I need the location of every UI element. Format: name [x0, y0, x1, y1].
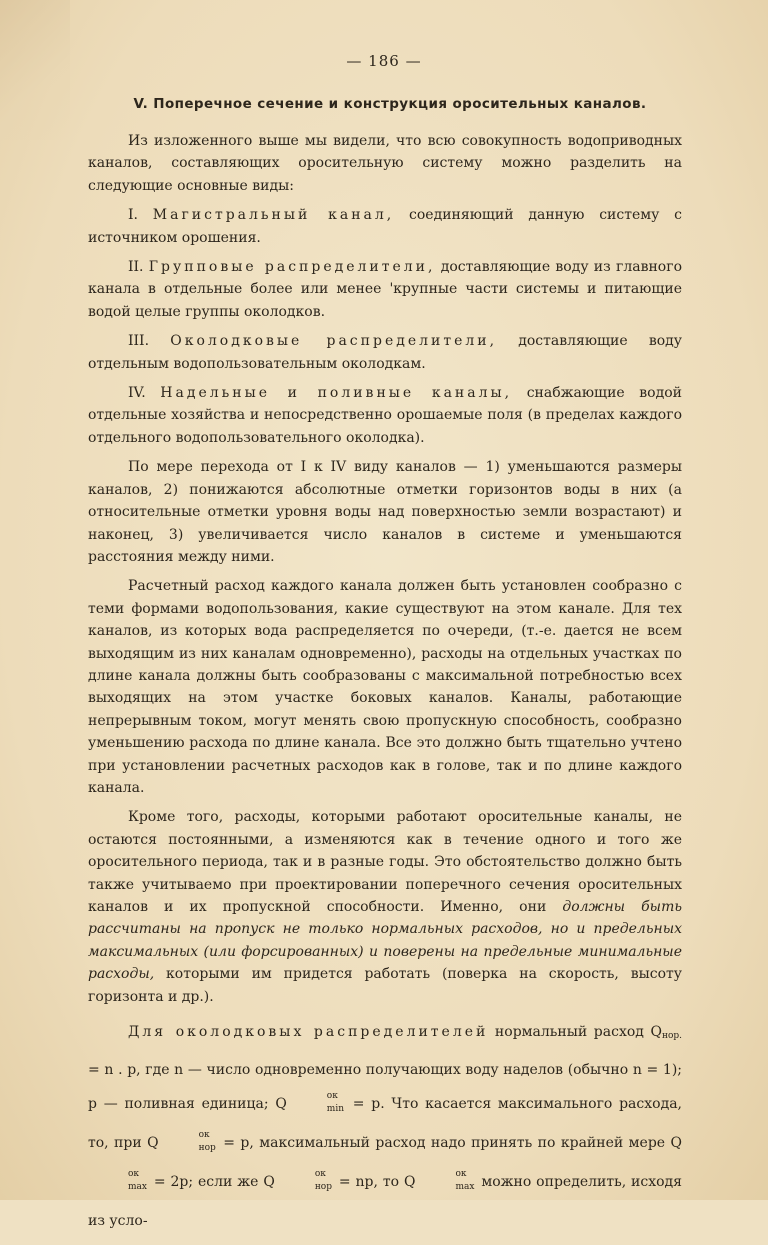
q-index — [159, 1131, 216, 1165]
body-text — [88, 130, 682, 1245]
superscript: ок — [128, 1169, 140, 1180]
text-run: = p. Что касается максимального расхода, то, при Q — [88, 1096, 682, 1152]
item-number: II. — [128, 259, 144, 276]
superscript: ок — [198, 1130, 210, 1141]
q-index — [287, 1092, 344, 1126]
text-run: можно определить, исходя из усло- — [88, 1174, 682, 1230]
section-title: V. Поперечное сечение и конструкция оросительных каналов. — [133, 96, 647, 112]
item-term: Околодковые распределители, — [170, 333, 498, 350]
paragraph-formula — [88, 1015, 682, 1238]
q-index — [275, 1170, 332, 1204]
item-term: Магистральный канал, — [152, 207, 395, 224]
item-text: снабжающие водой отдельные хозяйства и непосредственно орошаемые поля (в пределах каждого отдельного водопользовательного околодка). — [88, 385, 682, 446]
text-run: нормальный расход Q — [488, 1024, 662, 1041]
item-text: доставляющие воду из главного канала в отдельные более или менее 'крупные части системы и питающие водой целые группы околодков. — [88, 259, 683, 320]
paragraph-intro: Из изложенного выше мы видели, что всю совокупность водоприводных каналов, составляющих оросительную систему можно разделить на следующие основные виды: — [88, 133, 682, 194]
paragraph-variation — [88, 806, 682, 1008]
list-item-3 — [88, 330, 682, 375]
item-term: Надельные и поливные каналы, — [160, 385, 513, 402]
paragraph-order: По мере перехода от I к IV виду каналов — 1) уменьшаются размеры каналов, 2) понижаются абсолютные отметки горизонтов воды в них (а относительные отметки уровня воды над поверхностью земли возрастают) и наконец, 3) увеличивается число каналов в системе и уменьшаются расстояния между ними. — [88, 459, 682, 565]
subscript: min — [326, 1104, 345, 1115]
item-term: Групповые распределители, — [148, 259, 436, 276]
superscript: ок — [314, 1169, 326, 1180]
text-run: Кроме того, расходы, которыми работают оросительные каналы, не остаются постоянными, а изменяются как в течение одного и того же оросительного периода, так и в разные годы. Это обстоятельство должно быть также учитываемо при проектировании поперечного сечения оросительных каналов и их пропускной способности. Именно, они — [88, 809, 682, 915]
text-run: = p, максимальный расход надо принять по крайней мере Q — [217, 1135, 682, 1152]
emphasis-text: должны быть рассчитаны на пропуск не только нормальных расходов, но и предельных максимальных (или форсированных) и поверены на предельные минимальные расходы, — [88, 899, 682, 983]
spaced-lead: Для околодковых распределителей — [128, 1024, 489, 1041]
folded-corner — [0, 0, 70, 140]
item-number: III. — [128, 333, 150, 350]
text-run: которыми им придется работать (поверка на скорость, высоту горизонта и др.). — [88, 966, 682, 1005]
list-item-2 — [88, 256, 682, 323]
text-run: = n . p, где n — число одновременно получающих воду наделов (обычно n = 1); p — поливная единица; Q — [88, 1062, 682, 1113]
paragraph-discharge: Расчетный расход каждого канала должен быть установлен сообразно с теми формами водопользования, какие существуют на этом канале. Для тех каналов, из которых вода распределяется по очереди, (т.-е. дается не всем выходящим из них каналам одновременно), расходы на отдельных участках по длине канала должны быть сообразованы с максимальной потребностью всех выходящих на этом участке боковых каналов. Каналы, работающие непрерывным током, могут менять свою пропускную способность, сообразно уменьшению расхода по длине канала. Все это должно быть тщательно учтено при установлении расчетных расходов как в голове, так и по длине каждого канала. — [88, 578, 682, 796]
text-run: = np, то Q — [334, 1174, 416, 1191]
subscript: нор — [198, 1143, 216, 1154]
item-text: доставляющие воду отдельным водопользовательным околодкам. — [88, 333, 682, 372]
item-text: соединяющий данную систему с источником орошения. — [88, 207, 682, 246]
item-number: I. — [128, 207, 138, 224]
item-number: IV. — [128, 385, 146, 402]
subscript: max — [455, 1182, 475, 1193]
list-item-4 — [88, 382, 682, 449]
subscript: max — [128, 1182, 147, 1193]
superscript: ок — [326, 1091, 338, 1102]
list-item-1 — [88, 204, 682, 249]
q-index — [88, 1170, 147, 1204]
superscript: ок — [455, 1169, 467, 1180]
text-run: = 2p; если же Q — [148, 1174, 275, 1191]
subscript: нор. — [661, 1031, 683, 1042]
q-index — [415, 1170, 474, 1204]
page-number: — 186 — — [346, 52, 422, 70]
subscript: нор — [314, 1182, 332, 1193]
